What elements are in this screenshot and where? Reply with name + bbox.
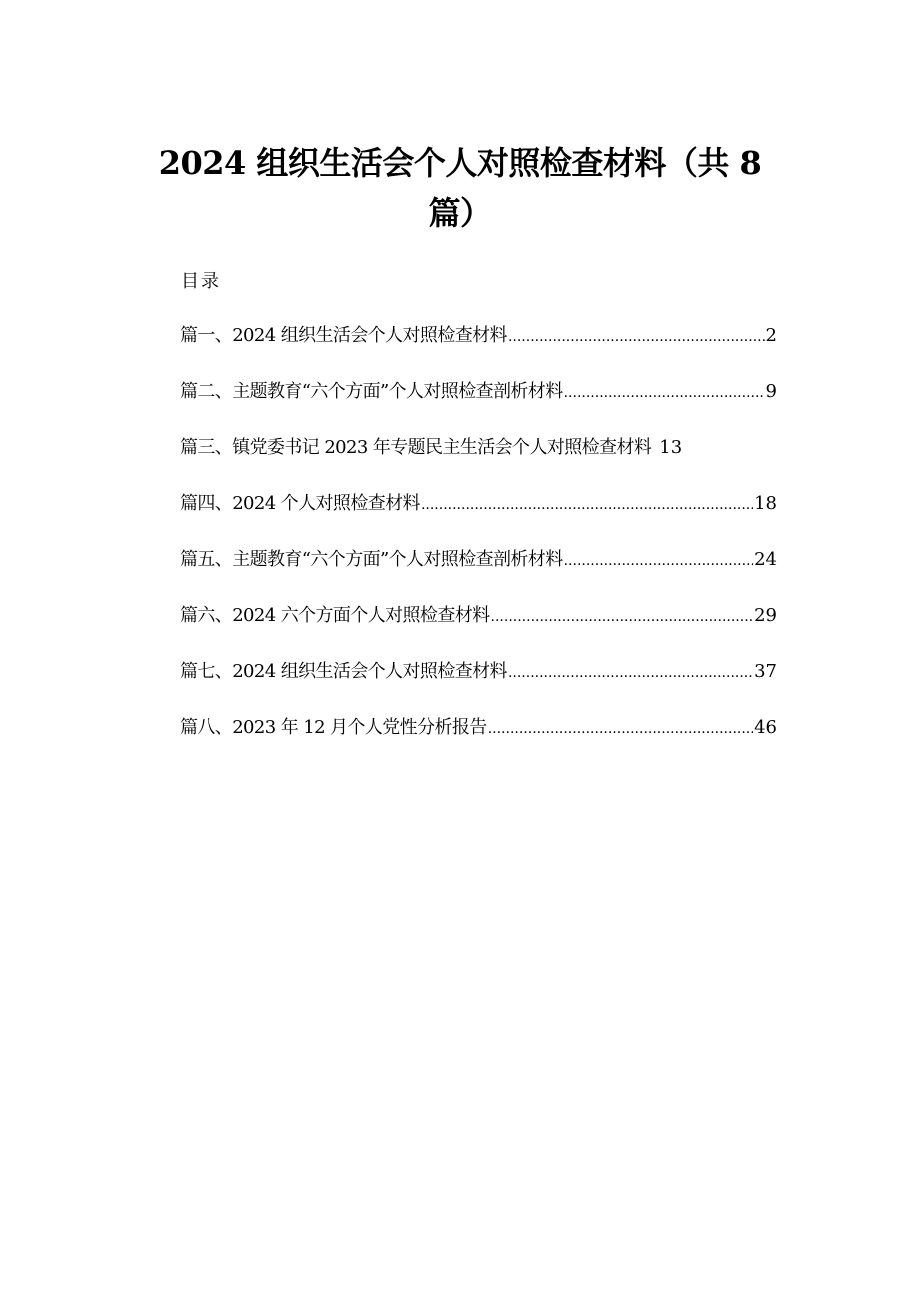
toc-item[interactable] [180,433,777,489]
toc-item-page: 29 [754,605,777,626]
toc-item-label: 篇五、主题教育“六个方面”个人对照检查剖析材料 [180,549,563,570]
toc-item-page: 9 [765,381,777,402]
toc-item-label: 篇三、镇党委书记 2023 年专题民主生活会个人对照检查材料 [180,437,652,458]
toc-heading: 目录 [181,271,221,292]
toc-item-page: 24 [754,549,777,570]
toc-leader-dots [488,714,753,744]
toc-leader-dots [491,602,754,632]
toc-item[interactable] [180,657,777,713]
toc-item-page: 18 [754,493,777,514]
toc-item[interactable] [180,713,777,769]
table-of-contents [180,321,777,769]
title-line-2: 篇） [428,194,492,232]
toc-leader-dots [564,546,753,576]
toc-item-page: 13 [659,437,683,458]
toc-item[interactable] [180,489,777,545]
toc-leader-dots [421,490,753,520]
toc-leader-dots [508,322,765,352]
toc-item-label: 篇七、2024 组织生活会个人对照检查材料 [180,661,507,682]
toc-item-page: 37 [754,661,777,682]
toc-item-label: 篇六、2024 六个方面个人对照检查材料 [180,605,490,626]
toc-leader-dots [564,378,765,408]
toc-item-page: 46 [754,717,777,738]
toc-item[interactable] [180,377,777,433]
toc-item[interactable] [180,601,777,657]
toc-item-label: 篇八、2023 年 12 月个人党性分析报告 [180,717,487,738]
toc-item-page: 2 [765,325,777,346]
toc-item[interactable] [180,545,777,601]
toc-leader-dots [508,658,753,688]
title-line-1: 2024 组织生活会个人对照检查材料（共 8 [158,144,762,182]
toc-item[interactable] [180,321,777,377]
toc-item-label: 篇四、2024 个人对照检查材料 [180,493,420,514]
document-title [150,138,770,238]
toc-item-label: 篇二、主题教育“六个方面”个人对照检查剖析材料 [180,381,563,402]
toc-item-label: 篇一、2024 组织生活会个人对照检查材料 [180,325,507,346]
